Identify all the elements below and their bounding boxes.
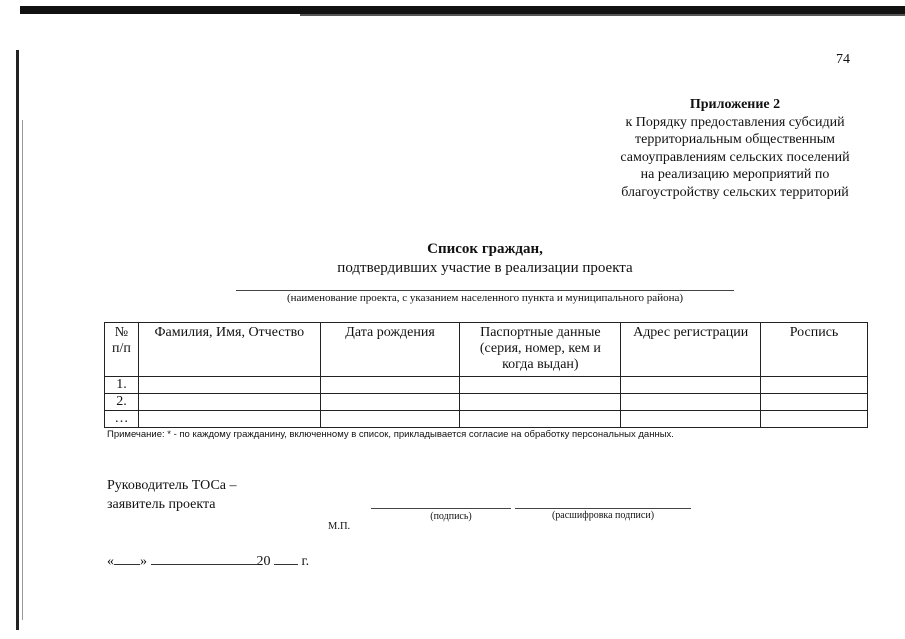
appendix-line: на реализацию мероприятий по — [640, 167, 830, 182]
head-title-line: заявитель проекта — [107, 497, 216, 512]
table-cell — [320, 377, 460, 394]
year-prefix: 20 — [256, 554, 271, 569]
project-name-caption: (наименование проекта, с указанием населенного пункта и муниципального района) — [286, 292, 684, 304]
appendix-line: благоустройству сельских территорий — [621, 184, 849, 200]
month-blank — [151, 552, 257, 565]
table-cell — [138, 394, 320, 411]
appendix-title: Приложение 2 — [689, 97, 781, 112]
head-title — [107, 476, 237, 514]
date-line — [107, 552, 309, 570]
scan-border-left-thin — [22, 120, 23, 620]
header-address: Адрес регистрации — [621, 323, 761, 377]
table-note: Примечание: * - по каждому гражданину, включенному в список, прикладывается согласие на обработку персональных данных. — [107, 429, 674, 440]
table-cell — [460, 377, 621, 394]
table-header-row — [105, 323, 868, 377]
appendix-line: территориальным общественным — [634, 132, 835, 147]
year-suffix: г. — [301, 554, 310, 569]
table-cell — [320, 411, 460, 428]
table-cell — [621, 394, 761, 411]
header-full-name: Фамилия, Имя, Отчество — [138, 323, 320, 377]
table-row — [105, 377, 868, 394]
table-cell — [761, 377, 868, 394]
table-cell — [761, 394, 868, 411]
citizens-table — [104, 322, 868, 428]
table-cell — [320, 394, 460, 411]
signature-decode-line — [515, 508, 691, 509]
list-subtitle: подтвердивших участие в реализации проекта — [337, 260, 633, 276]
project-name-line — [236, 290, 734, 291]
table-cell — [460, 394, 621, 411]
day-blank — [114, 552, 140, 565]
header-birth-date: Дата рождения — [320, 323, 460, 377]
list-title: Список граждан, — [427, 241, 543, 257]
date-close-quote: » — [140, 554, 147, 569]
table-cell — [621, 377, 761, 394]
appendix-line: к Порядку предоставления субсидий — [625, 114, 845, 130]
table-cell — [761, 411, 868, 428]
table-cell — [460, 411, 621, 428]
header-number: № п/п — [105, 323, 139, 377]
year-blank — [274, 552, 298, 565]
row-number: … — [105, 411, 139, 428]
list-heading — [290, 240, 680, 278]
date-open-quote: « — [107, 554, 114, 569]
row-number: 2. — [105, 394, 139, 411]
signature-decode-caption: (расшифровка подписи) — [551, 510, 655, 521]
table-row — [105, 394, 868, 411]
page-number: 74 — [836, 52, 850, 67]
table-cell — [138, 377, 320, 394]
table-row — [105, 411, 868, 428]
appendix-line: самоуправлениям сельских поселений — [620, 149, 850, 165]
scan-border-top-thin — [300, 14, 905, 16]
signature-caption: (подпись) — [430, 511, 472, 522]
header-signature: Роспись — [761, 323, 868, 377]
stamp-place: М.П. — [328, 521, 351, 532]
head-title-line: Руководитель ТОСа – — [107, 478, 237, 493]
table-cell — [621, 411, 761, 428]
appendix-block — [615, 96, 855, 201]
header-passport: Паспортные данные (серия, номер, кем и когда выдан) — [460, 323, 621, 377]
row-number: 1. — [105, 377, 139, 394]
signature-line — [371, 508, 511, 509]
scan-border-left — [16, 50, 19, 630]
table-cell — [138, 411, 320, 428]
scan-border-top — [20, 6, 905, 14]
